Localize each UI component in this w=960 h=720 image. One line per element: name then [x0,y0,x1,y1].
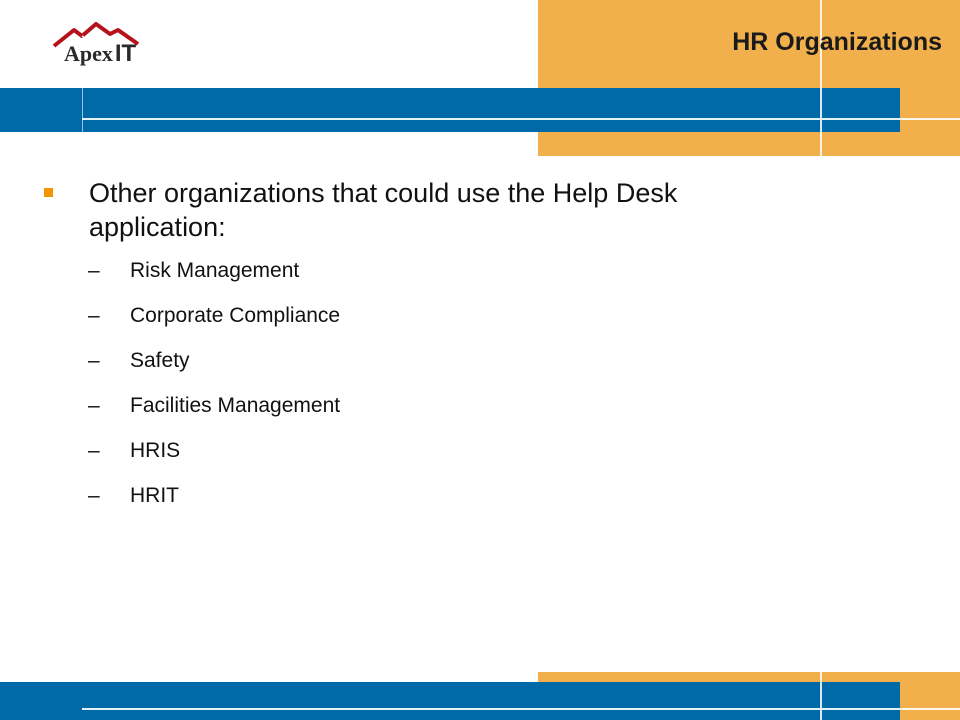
header-divider-line [82,118,960,120]
list-item [88,438,904,463]
logo-word: Apex [64,41,113,66]
list-item-text: Risk Management [130,259,300,282]
dash-bullet-icon: – [88,484,100,507]
main-bullet-text: Other organizations that could use the Help Desk application: [89,178,678,242]
footer-divider-line [82,708,960,710]
header-vertical-line [820,0,822,156]
footer-vertical-line [820,672,822,720]
header-blue-band [0,88,900,132]
dash-bullet-icon: – [88,349,100,372]
header-orange-block [538,0,960,156]
list-item [88,348,904,373]
main-bullet [44,176,904,244]
footer-blue-band [0,682,900,720]
apex-it-logo [52,22,182,72]
list-item-text: HRIS [130,439,181,462]
dash-bullet-icon: – [88,439,100,462]
list-item-text: HRIT [130,484,179,507]
square-bullet-icon [44,188,53,197]
list-item [88,393,904,418]
dash-bullet-icon: – [88,304,100,327]
list-item-text: Corporate Compliance [130,304,341,327]
slide-content [44,176,904,528]
logo-accent: IT [114,40,137,67]
slide-title: HR Organizations [732,28,942,56]
list-item [88,483,904,508]
dash-bullet-icon: – [88,259,100,282]
header-vertical-line-left [82,88,83,132]
list-item [88,258,904,283]
sub-bullet-list [88,258,904,508]
list-item-text: Facilities Management [130,394,341,417]
list-item [88,303,904,328]
dash-bullet-icon: – [88,394,100,417]
list-item-text: Safety [130,349,190,372]
